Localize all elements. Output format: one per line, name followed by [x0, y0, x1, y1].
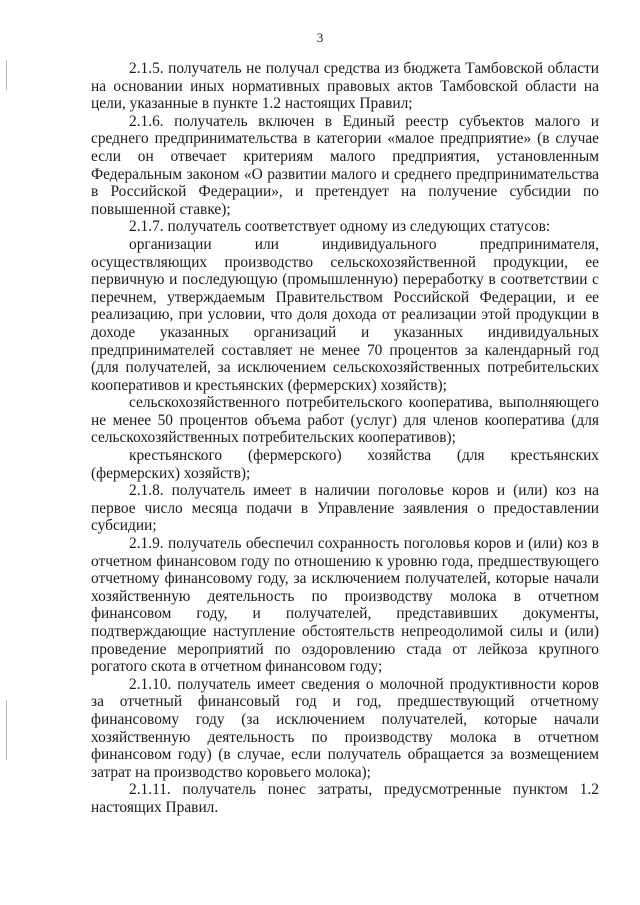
clause-2-1-9: 2.1.9. получатель обеспечил сохранность поголовья коров и (или) коз в отчетном финансовом году по отношению к уровню года, предшествующего отчетному финансовому году, за исключением получателей, которые начали хозяйственную деятельность по производству молока в отчетном финансовом году, и получателей, представивших документы, подтверждающие наступление обстоятельств непреодолимой силы и (или) проведение мероприятий по оздоровлению стада от лейкоза крупного рогатого скота в отчетном финансовом году;	[91, 535, 599, 676]
clause-2-1-7: 2.1.7. получатель соответствует одному из следующих статусов:	[129, 218, 551, 236]
document-body	[91, 60, 599, 817]
clause-2-1-11: 2.1.11. получатель понес затраты, предусмотренные пунктом 1.2 настоящих Правил.	[91, 781, 599, 816]
page-number: 3	[316, 30, 324, 45]
clause-2-1-5: 2.1.5. получатель не получал средства из бюджета Тамбовской области на основании иных нормативных правовых актов Тамбовской области на цели, указанные в пункте 1.2 настоящих Правил;	[91, 60, 599, 113]
clause-2-1-8: 2.1.8. получатель имеет в наличии поголовье коров и (или) коз на первое число месяца подачи в Управление заявления о предоставлении субсидии;	[91, 482, 599, 535]
clause-2-1-10: 2.1.10. получатель имеет сведения о молочной продуктивности коров за отчетный финансовый год и год, предшествующий отчетному финансовому году (за исключением получателей, которые начали хозяйственную деятельность по производству молока в отчетном финансовом году) (в случае, если получатель обращается за возмещением затрат на производство коровьего молока);	[91, 675, 599, 781]
margin-scan-mark	[6, 60, 7, 90]
status-cooperative: сельскохозяйственного потребительского кооператива, выполняющего не менее 50 процентов объема работ (услуг) для членов кооператива (для сельскохозяйственных потребительских кооперативов);	[91, 394, 599, 447]
status-organization: организации или индивидуального предпринимателя, осуществляющих производство сельскохозяйственной продукции, ее первичную и последующую (промышленную) переработку в соответствии с перечнем, утверждаемым Правительством Российской Федерации, и ее реализацию, при условии, что доля дохода от реализации этой продукции в доходе указанных организаций и указанных индивидуальных предпринимателей составляет не менее 70 процентов за календарный год (для получателей, за исключением сельскохозяйственных потребительских кооперативов и крестьянских (фермерских) хозяйств);	[91, 235, 599, 394]
status-farm: крестьянского (фермерского) хозяйства (для крестьянских (фермерских) хозяйств);	[91, 447, 599, 482]
clause-2-1-6: 2.1.6. получатель включен в Единый реестр субъектов малого и среднего предпринимательства в категории «малое предприятие» (в случае если он отвечает критериям малого предприятия, установленным Федеральным законом «О развитии малого и среднего предпринимательства в Российской Федерации», и претендует на получение субсидии по повышенной ставке);	[91, 112, 599, 218]
margin-scan-mark	[6, 700, 7, 760]
